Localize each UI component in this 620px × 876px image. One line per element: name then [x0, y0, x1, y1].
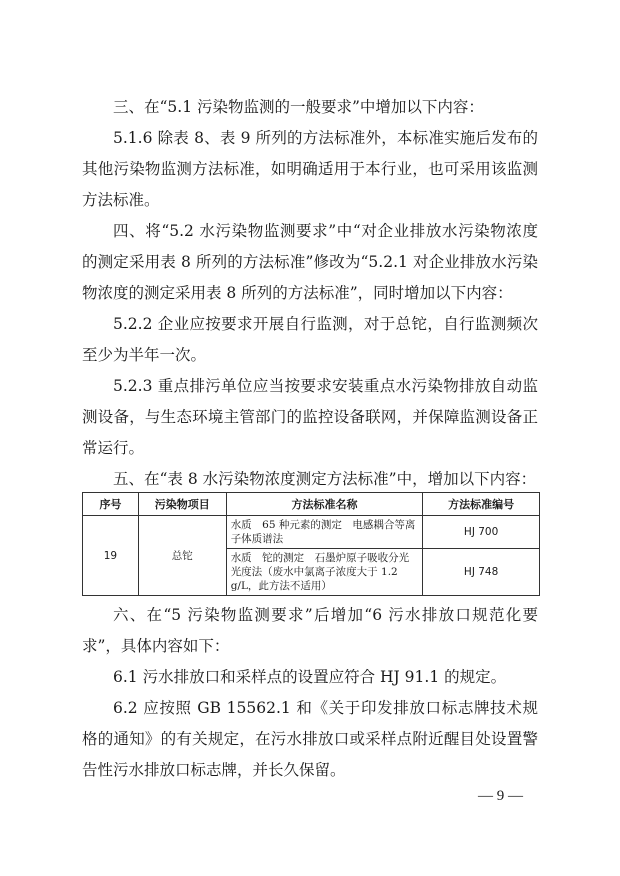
page-number: — 9 — — [478, 788, 523, 804]
paragraph-5: 5.2.3 重点排污单位应当按要求安装重点水污染物排放自动监测设备，与生态环境主管部门的监控设备联网，并保障监测设备正常运行。 — [82, 377, 538, 457]
cell-seq: 19 — [83, 516, 139, 596]
paragraph-1: 三、在“5.1 污染物监测的一般要求”中增加以下内容： — [113, 98, 484, 116]
header-method-name: 方法标准名称 — [226, 493, 423, 516]
paragraph-2: 5.1.6 除表 8、表 9 所列的方法标准外，本标准实施后发布的其他污染物监测方法标准，如明确适用于本行业，也可采用该监测方法标准。 — [82, 129, 538, 209]
table-row — [83, 516, 540, 549]
table-header-row — [83, 493, 540, 516]
header-method-code: 方法标准编号 — [423, 493, 540, 516]
header-pollutant: 污染物项目 — [138, 493, 226, 516]
cell-pollutant: 总铊 — [138, 516, 226, 596]
paragraph-3: 四、将“5.2 水污染物监测要求”中“对企业排放水污染物浓度的测定采用表 8 所列的方法标准”修改为“5.2.1 对企业排放水污染物浓度的测定采用表 8 所列的方法标准”，同时增加以下内容： — [82, 222, 538, 302]
header-seq: 序号 — [83, 493, 139, 516]
method-standard-table — [82, 492, 540, 596]
cell-code-1: HJ 700 — [423, 516, 540, 549]
paragraph-8: 6.1 污水排放口和采样点的设置应符合 HJ 91.1 的规定。 — [113, 668, 507, 686]
paragraph-7: 六、在“5 污染物监测要求”后增加“6 污水排放口规范化要求”，具体内容如下： — [82, 606, 538, 655]
cell-method-2: 水质 铊的测定 石墨炉原子吸收分光光度法（废水中氯离子浓度大于 1.2 g/L，此方法不适用） — [226, 549, 423, 596]
paragraph-4: 5.2.2 企业应按要求开展自行监测，对于总铊，自行监测频次至少为半年一次。 — [82, 315, 538, 364]
paragraph-6: 五、在“表 8 水污染物浓度测定方法标准”中，增加以下内容： — [113, 470, 537, 488]
paragraph-9: 6.2 应按照 GB 15562.1 和《关于印发排放口标志牌技术规格的通知》的有关规定，在污水排放口或采样点附近醒目处设置警告性污水排放口标志牌，并长久保留。 — [82, 699, 538, 779]
cell-method-1: 水质 65 种元素的测定 电感耦合等离子体质谱法 — [226, 516, 423, 549]
cell-code-2: HJ 748 — [423, 549, 540, 596]
